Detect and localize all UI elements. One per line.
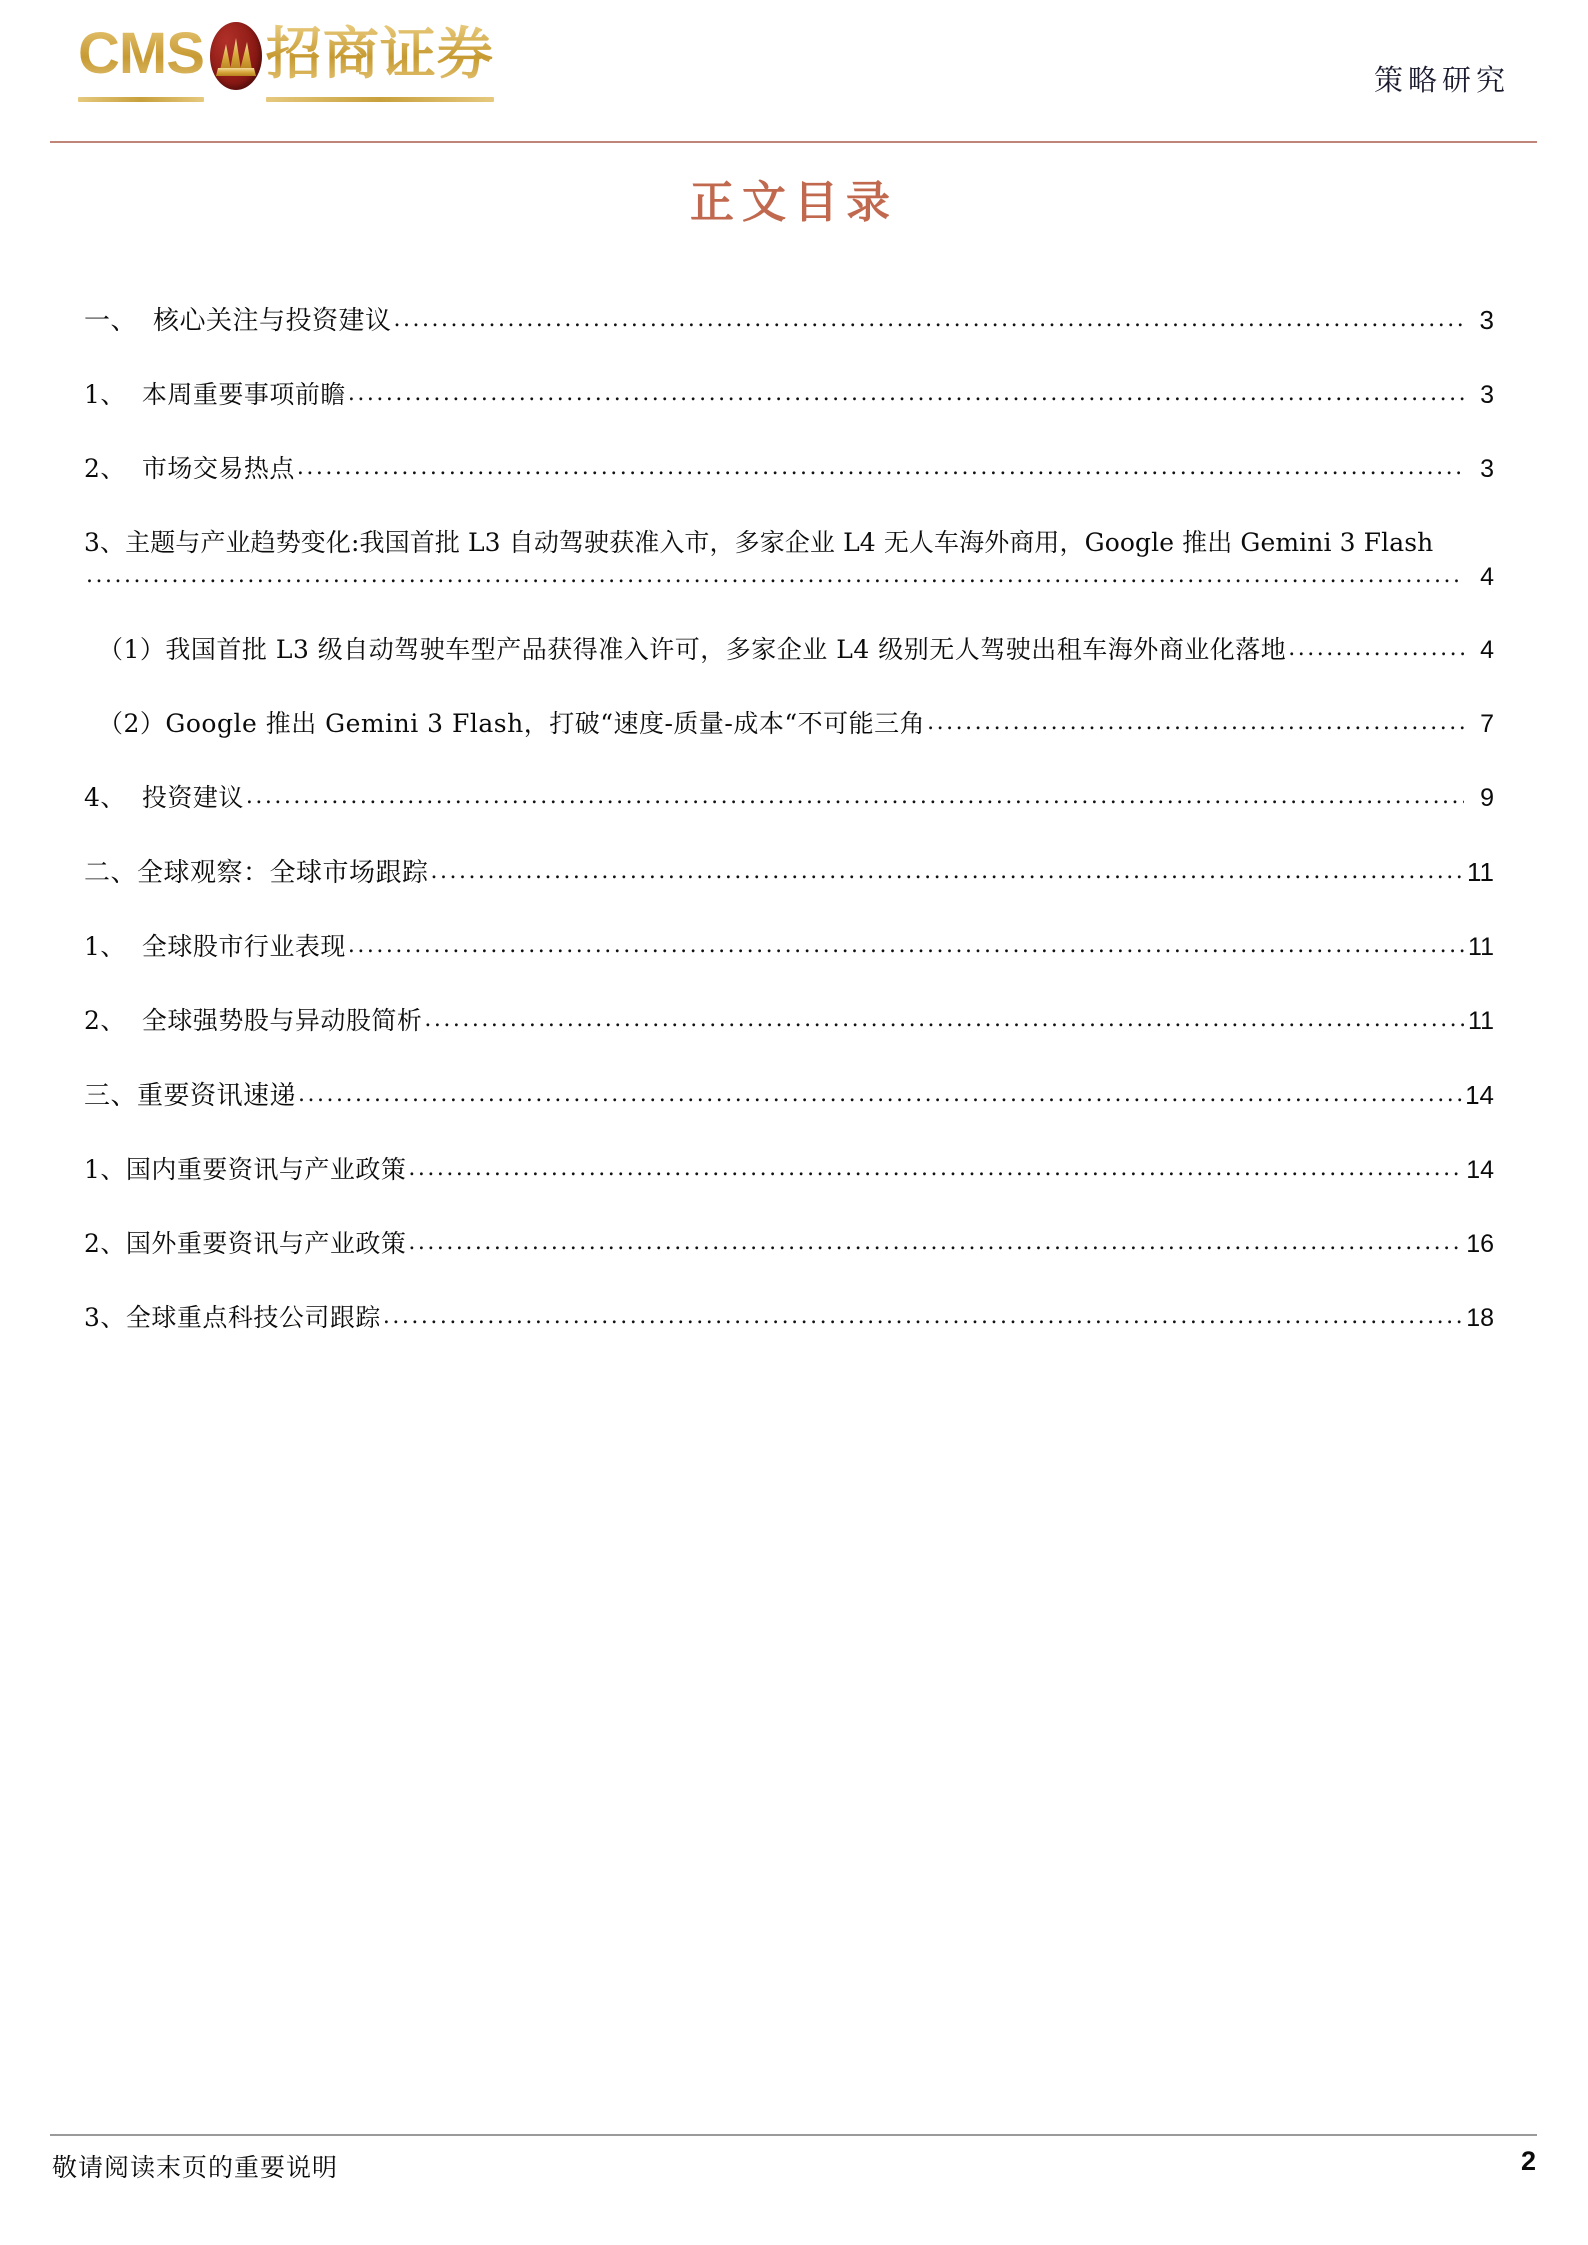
header-research-category: 策略研究 xyxy=(1373,63,1510,97)
toc-page-number: 11 xyxy=(1468,1007,1494,1035)
toc-entry-number: 3、全球重点科技公司跟踪 xyxy=(84,1303,381,1332)
toc-page-number: 11 xyxy=(1468,933,1494,961)
toc-page-number: 14 xyxy=(1466,1156,1494,1184)
toc-page-number: 9 xyxy=(1480,784,1494,812)
dot-leader xyxy=(431,859,1464,884)
toc-entry-number: 二、全球观察：全球市场跟踪 xyxy=(84,858,429,888)
toc-page-number: 4 xyxy=(1480,636,1494,664)
logo-latin-text: CMS xyxy=(78,21,204,86)
toc-entry-number: 2、 市场交易热点 xyxy=(84,454,295,483)
dot-leader xyxy=(1288,636,1464,661)
toc-entry-number: （1）我国首批 L3 级自动驾驶车型产品获得准入许可，多家企业 L4 级别无人驾驶出租车海外商业化落地 xyxy=(98,635,1287,664)
toc-entry-domestic-news[interactable] xyxy=(84,1150,1494,1186)
toc-entry-industry-trends[interactable] xyxy=(84,523,1494,592)
toc-page-number: 3 xyxy=(1480,381,1494,409)
page-title: 正文目录 xyxy=(690,177,898,228)
toc-entry-number: （2）Google 推出 Gemini 3 Flash，打破“速度-质量-成本“不可能三角 xyxy=(98,709,926,738)
logo-underline-bar-left xyxy=(78,97,204,102)
toc-page-number: 3 xyxy=(1479,305,1494,335)
toc-entry-news-express[interactable] xyxy=(84,1075,1494,1112)
dot-leader xyxy=(394,307,1464,332)
dot-leader xyxy=(927,710,1464,735)
toc-page-number: 3 xyxy=(1480,455,1494,483)
toc-entry-l3-approval[interactable] xyxy=(84,630,1494,666)
footer-disclaimer-note: 敬请阅读末页的重要说明 xyxy=(52,2153,339,2182)
logo-underline-bar-right xyxy=(266,97,494,102)
logo-latin-wordmark xyxy=(78,22,204,102)
toc-page-number: 7 xyxy=(1480,710,1494,738)
toc-page-number: 16 xyxy=(1466,1230,1494,1258)
toc-entry-number: 1、 本周重要事项前瞻 xyxy=(84,380,346,409)
dot-leader xyxy=(297,455,1464,480)
toc-entry-number: 2、 全球强势股与异动股简析 xyxy=(84,1006,423,1035)
dot-leader xyxy=(424,1007,1464,1032)
toc-page-number: 11 xyxy=(1467,857,1494,887)
toc-entry-overseas-news[interactable] xyxy=(84,1224,1494,1260)
dot-leader xyxy=(298,1082,1463,1107)
toc-entry-leader-line2 xyxy=(84,563,1494,592)
cms-logo xyxy=(78,22,494,110)
toc-entry-number: 三、重要资讯速递 xyxy=(84,1081,297,1111)
logo-chinese-wordmark xyxy=(266,22,494,102)
dot-leader xyxy=(408,1230,1464,1255)
dot-leader xyxy=(348,933,1464,958)
toc-entry-market-hotspots[interactable] xyxy=(84,449,1494,485)
toc-entry-label-line1: 3、主题与产业趋势变化:我国首批 L3 自动驾驶获准入市，多家企业 L4 无人车海外商用，Google 推出 Gemini 3 Flash xyxy=(84,528,1434,557)
toc-entry-global-movers[interactable] xyxy=(84,1001,1494,1037)
dot-leader xyxy=(408,1156,1464,1181)
toc-entry-number: 一、 核心关注与投资建议 xyxy=(84,306,392,336)
toc-entry-number: 2、国外重要资讯与产业政策 xyxy=(84,1229,407,1258)
table-of-contents xyxy=(84,300,1494,1372)
toc-entry-number: 4、 投资建议 xyxy=(84,783,244,812)
dot-leader xyxy=(383,1304,1464,1329)
toc-page-number: 14 xyxy=(1465,1080,1494,1110)
toc-entry-investment-advice[interactable] xyxy=(84,778,1494,814)
footer-divider-rule xyxy=(50,2134,1537,2136)
toc-page-number: 18 xyxy=(1466,1304,1494,1332)
dot-leader xyxy=(348,381,1464,406)
page-header xyxy=(0,0,1588,145)
toc-entry-number: 1、国内重要资讯与产业政策 xyxy=(84,1155,407,1184)
cms-triple-peak-emblem-icon xyxy=(210,22,262,90)
dot-leader xyxy=(246,784,1464,809)
logo-chinese-text: 招商证券 xyxy=(265,21,494,87)
emblem-peaks-glyph xyxy=(210,22,262,90)
toc-entry-global-sector-performance[interactable] xyxy=(84,927,1494,963)
toc-entry-global-observation[interactable] xyxy=(84,852,1494,889)
toc-entry-gemini-3-flash[interactable] xyxy=(84,704,1494,740)
header-divider-rule xyxy=(50,141,1537,143)
toc-page-number: 4 xyxy=(1480,563,1494,591)
toc-entry-global-tech-companies[interactable] xyxy=(84,1298,1494,1334)
toc-entry-core-focus[interactable] xyxy=(84,300,1494,337)
dot-leader xyxy=(86,563,1464,588)
toc-entry-number: 1、 全球股市行业表现 xyxy=(84,932,346,961)
footer-page-number: 2 xyxy=(1520,2146,1536,2176)
toc-entry-weekly-events[interactable] xyxy=(84,375,1494,411)
